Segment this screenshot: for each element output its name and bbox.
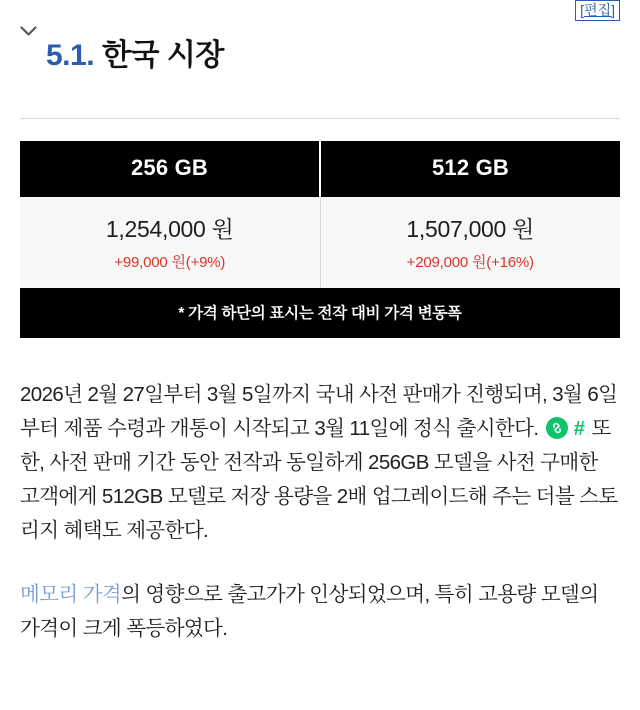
section-number: 5.1. — [46, 38, 95, 72]
section-heading — [20, 0, 620, 104]
link-icon[interactable] — [546, 417, 568, 439]
table-footnote: * 가격 하단의 표시는 전작 대비 가격 변동폭 — [20, 288, 620, 338]
body-copy — [20, 378, 620, 646]
column-header-256gb: 256 GB — [20, 141, 320, 197]
paragraph-text-part1: 2026년 2월 27일부터 3월 5일까지 국내 사전 판매가 진행되며, 3월 6일부터 제품 수령과 개통이 시작되고 3월 11일에 정식 출시한다. — [20, 382, 618, 440]
page-title — [46, 33, 224, 79]
price-cell-256gb — [20, 197, 320, 288]
price-cell-512gb — [320, 197, 620, 288]
chevron-down-icon[interactable] — [20, 8, 46, 54]
section-title: 한국 시장 — [102, 38, 224, 72]
inline-link-memory-price[interactable]: 메모리 가격 — [20, 582, 122, 606]
column-header-512gb: 512 GB — [320, 141, 620, 197]
price-table — [20, 141, 620, 288]
hash-icon[interactable]: # — [573, 416, 585, 440]
price-table-container — [20, 141, 620, 338]
paragraph-text-part2: 또한, 사전 판매 기간 동안 전작과 동일하게 256GB 모델을 사전 구매한 고객에게 512GB 모델로 저장 용량을 2배 업그레이드해 주는 더블 스토리지 혜택도 제공한다. — [20, 416, 618, 542]
paragraph-release-schedule — [20, 378, 620, 548]
table-row — [20, 197, 620, 288]
price-value: 1,507,000 원 — [406, 215, 535, 242]
heading-divider — [20, 118, 620, 119]
price-delta: +99,000 원(+9%) — [114, 253, 226, 271]
table-header-row — [20, 141, 620, 197]
paragraph-price-increase — [20, 578, 620, 646]
paragraph-text-rest: 의 영향으로 출고가가 인상되었으며, 특히 고용량 모델의 가격이 크게 폭등하였다. — [20, 582, 599, 640]
edit-section-link[interactable]: [편집] — [575, 0, 620, 21]
price-value: 1,254,000 원 — [105, 215, 234, 242]
price-delta: +209,000 원(+16%) — [406, 253, 534, 271]
